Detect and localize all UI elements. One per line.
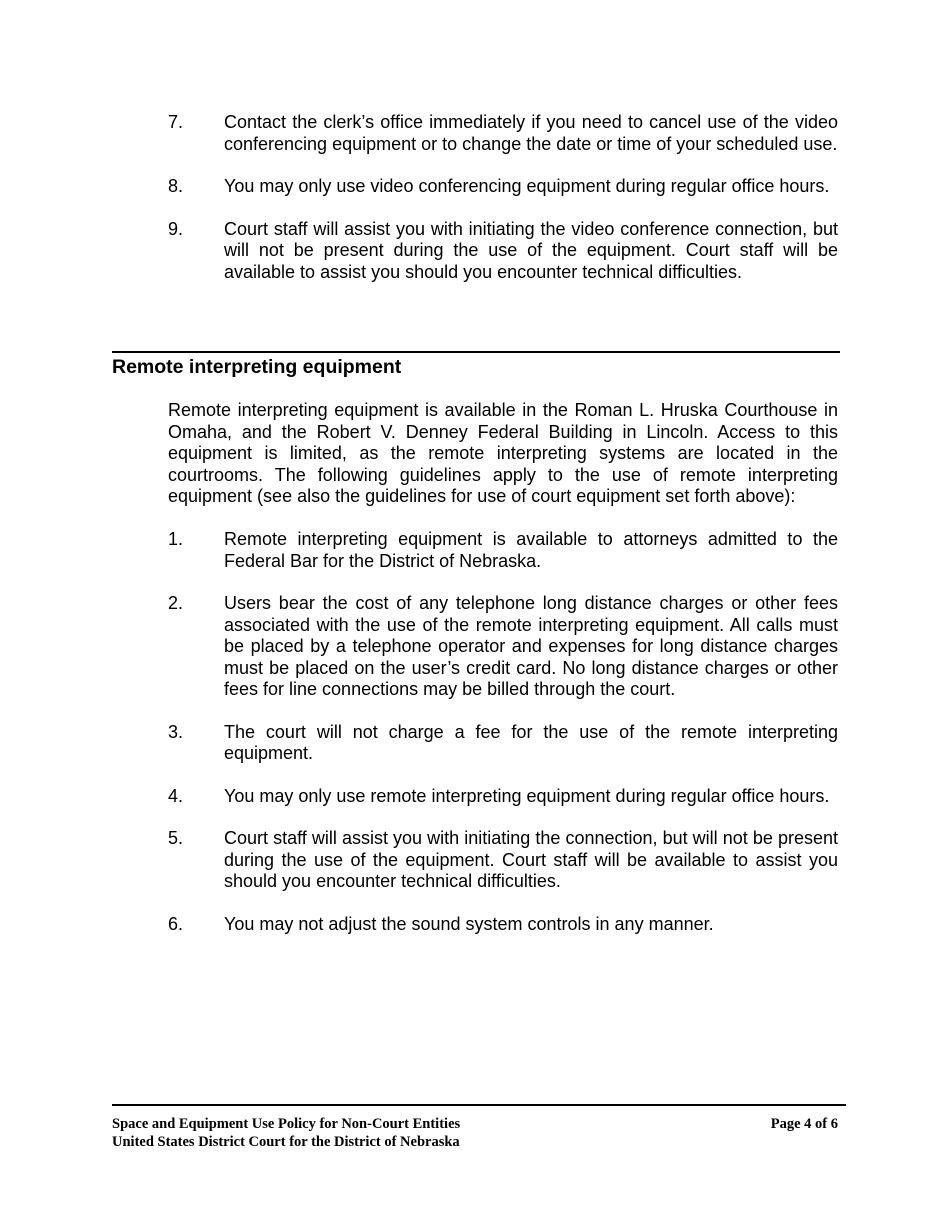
section-intro-paragraph: Remote interpreting equipment is available in the Roman L. Hruska Courthouse in Omaha, and the Robert V. Denney Federal Building in Lincoln. Access to this equipment is limited, as the remote interpreting systems are located in the courtrooms. The following guidelines apply to the use of remote interpreting equipment (see also the guidelines for use of court equipment set forth above): [168, 400, 838, 506]
page-footer [112, 1115, 838, 1151]
list-item [168, 219, 838, 284]
list-item [168, 112, 838, 155]
list-item-text: Court staff will assist you with initiating the video conference connection, but will not be present during the use of the equipment. Court staff will be available to assist you should you encounter technical difficulties. [224, 218, 838, 282]
list-item-text: Court staff will assist you with initiating the connection, but will not be present during the use of the equipment. Court staff will be available to assist you should you encounter technical difficulties. [224, 828, 838, 891]
list-item [168, 786, 838, 808]
top-numbered-list [168, 112, 838, 304]
list-item-number: 7. [168, 112, 184, 132]
section-numbered-list [168, 529, 838, 956]
list-item [168, 593, 838, 701]
footer-line-2 [112, 1133, 838, 1151]
list-item [168, 529, 838, 572]
list-item [168, 722, 838, 765]
list-item-number: 5. [168, 828, 184, 848]
list-item-number: 6. [168, 913, 184, 934]
list-item-text: Remote interpreting equipment is available to attorneys admitted to the Federal Bar for the District of Nebraska. [224, 529, 838, 571]
footer-divider [112, 1104, 846, 1106]
section-divider [112, 351, 840, 353]
list-item [168, 176, 838, 198]
list-item-number: 9. [168, 218, 184, 239]
list-item-text: You may only use remote interpreting equipment during regular office hours. [224, 785, 830, 806]
list-item-number: 3. [168, 721, 184, 742]
list-item [168, 828, 838, 893]
footer-court-name: United States District Court for the District of Nebraska [112, 1134, 460, 1150]
list-item-text: You may only use video conferencing equipment during regular office hours. [224, 176, 830, 196]
list-item-text: Users bear the cost of any telephone long distance charges or other fees associated with the use of the remote interpreting equipment. All calls must be placed by a telephone operator and expenses for long distance charges must be placed on the user’s credit card. No long distance charges or other fees for line connections may be billed through the court. [224, 593, 838, 699]
list-item-text: Contact the clerk’s office immediately if you need to cancel use of the video conferencing equipment or to change the date or time of your scheduled use. [224, 112, 838, 154]
list-item-number: 8. [168, 176, 184, 196]
list-item-number: 1. [168, 529, 184, 549]
list-item-text: You may not adjust the sound system controls in any manner. [224, 913, 714, 934]
footer-page-number: Page 4 of 6 [770, 1116, 838, 1132]
list-item [168, 914, 838, 936]
section-heading: Remote interpreting equipment [112, 356, 402, 378]
footer-document-title: Space and Equipment Use Policy for Non-Court Entities [112, 1116, 461, 1132]
list-item-text: The court will not charge a fee for the use of the remote interpreting equipment. [224, 721, 838, 763]
list-item-number: 4. [168, 785, 184, 806]
list-item-number: 2. [168, 593, 184, 613]
footer-line-1 [112, 1115, 838, 1133]
